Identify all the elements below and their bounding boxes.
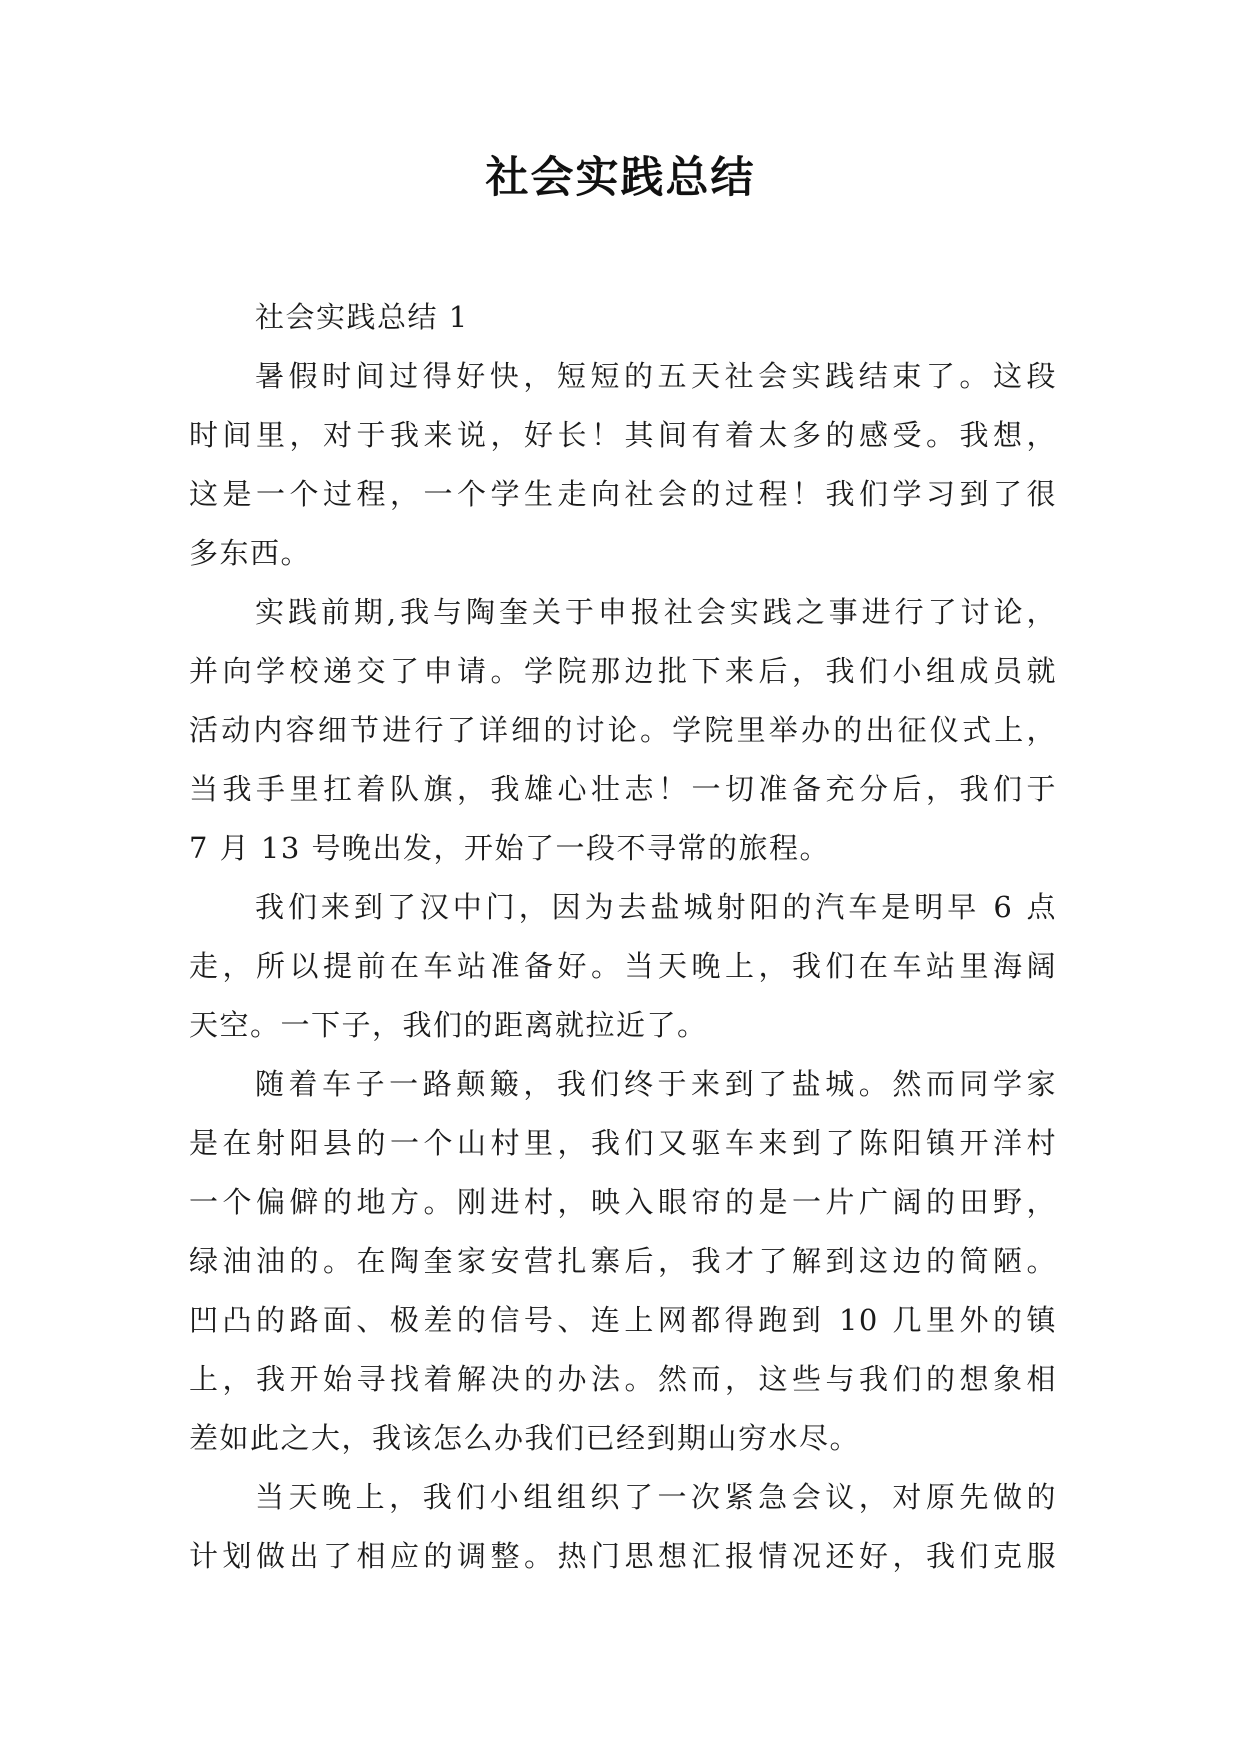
text-line: 走，所以提前在车站准备好。当天晚上，我们在车站里海阔: [189, 949, 1057, 983]
text-line: 多东西。: [189, 536, 312, 570]
document-body: [189, 288, 1057, 1586]
text-line: 当我手里扛着队旗，我雄心壮志！一切准备充分后，我们于: [189, 772, 1057, 806]
text-line: 上，我开始寻找着解决的办法。然而，这些与我们的想象相: [189, 1362, 1057, 1396]
text-line: 7 月 13 号晚出发，开始了一段不寻常的旅程。: [189, 831, 831, 865]
text-line: 暑假时间过得好快，短短的五天社会实践结束了。这段: [255, 359, 1057, 393]
text-line: 是在射阳县的一个山村里，我们又驱车来到了陈阳镇开洋村: [189, 1126, 1057, 1160]
text-line: 社会实践总结 1: [255, 300, 469, 334]
text-line: 这是一个过程，一个学生走向社会的过程！我们学习到了很: [189, 477, 1057, 511]
text-line: 并向学校递交了申请。学院那边批下来后，我们小组成员就: [189, 654, 1057, 688]
text-line: 一个偏僻的地方。刚进村，映入眼帘的是一片广阔的田野，: [189, 1185, 1057, 1219]
document-title: 社会实践总结: [485, 153, 756, 203]
text-line: 活动内容细节进行了详细的讨论。学院里举办的出征仪式上，: [189, 713, 1057, 747]
text-line: 随着车子一路颠簸，我们终于来到了盐城。然而同学家: [255, 1067, 1057, 1101]
text-line: 计划做出了相应的调整。热门思想汇报情况还好，我们克服: [189, 1539, 1057, 1573]
text-line: 天空。一下子，我们的距离就拉近了。: [189, 1008, 708, 1042]
text-line: 差如此之大，我该怎么办我们已经到期山穷水尽。: [189, 1421, 861, 1455]
text-line: 凹凸的路面、极差的信号、连上网都得跑到 10 几里外的镇: [189, 1303, 1057, 1337]
text-line: 绿油油的。在陶奎家安营扎寨后，我才了解到这边的简陋。: [189, 1244, 1057, 1278]
text-line: 实践前期,我与陶奎关于申报社会实践之事进行了讨论，: [255, 595, 1057, 629]
text-line: 时间里，对于我来说，好长！其间有着太多的感受。我想，: [189, 418, 1057, 452]
text-line: 当天晚上，我们小组组织了一次紧急会议，对原先做的: [255, 1480, 1057, 1514]
text-line: 我们来到了汉中门，因为去盐城射阳的汽车是明早 6 点: [255, 890, 1057, 924]
